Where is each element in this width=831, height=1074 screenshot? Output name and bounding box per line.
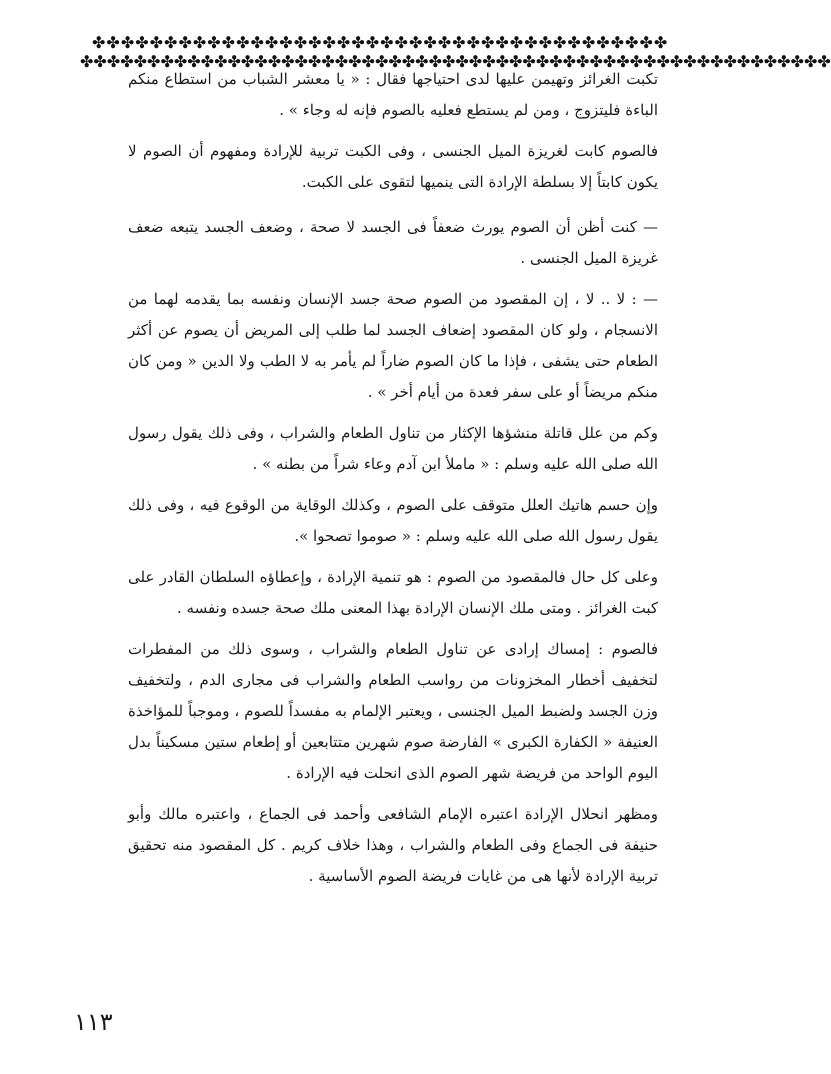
paragraph-6: وإن حسم هاتيك العلل متوقف على الصوم ، وكذلك الوقاية من الوقوع فيه ، وفى ذلك يقول رسول الله صلى الله عليه وسلم : « صوموا تصحوا ». bbox=[128, 496, 658, 545]
page-number: ١١٣ bbox=[74, 1008, 113, 1036]
paragraph-8: فالصوم : إمساك إرادى عن تناول الطعام والشراب ، وسوى ذلك من المفطرات لتخفيف أخطار المخزونات من رواسب الطعام والشراب فى مجارى الدم ، ولتخفيف وزن الجسد ولضبط الميل الجنسى ، ويعتبر الإلمام به مفسداً للصوم ، وموجباً للمؤاخذة العنيفة « الكفارة الكبرى » الفارضة صوم شهرين متتابعين أو إطعام ستين مسكيناً بدل اليوم الواحد من فريضة شهر الصوم الذى انحلت فيه الإرادة . bbox=[128, 640, 658, 782]
paragraph-2: فالصوم كابت لغريزة الميل الجنسى ، وفى الكبت تربية للإرادة ومفهوم أن الصوم لا يكون كابتاً إلا بسلطة الإرادة التى ينميها لتقوى على الكبت. bbox=[128, 142, 658, 191]
decorative-left-border: ✤✤✤✤✤✤✤✤✤✤✤✤✤✤✤✤✤✤✤✤✤✤✤✤✤✤✤✤✤✤✤✤✤✤✤✤✤✤✤✤✤✤✤✤✤✤✤✤✤✤✤✤✤✤✤✤ bbox=[80, 52, 831, 71]
decorative-top-border: ✤✤✤✤✤✤✤✤✤✤✤✤✤✤✤✤✤✤✤✤✤✤✤✤✤✤✤✤✤✤✤✤✤✤✤✤✤✤✤✤ bbox=[92, 33, 669, 52]
paragraph-4: — : لا .. لا ، إن المقصود من الصوم صحة جسد الإنسان ونفسه بما يقدمه لهما من الانسجام ، ولو كان المقصود إضعاف الجسد لما طلب إلى المريض أن يصوم عن أكثر الطعام حتى يشفى ، فإذا ما كان الصوم ضاراً لم يأمر به لا الطب ولا الدين « ومن كان منكم مريضاً أو على سفر فعدة من أيام أخر » . bbox=[128, 290, 658, 401]
paragraph-5: وكم من علل قاتلة منشؤها الإكثار من تناول الطعام والشراب ، وفى ذلك يقول رسول الله صلى الله عليه وسلم : « ماملأ ابن آدم وعاء شراً من بطنه » . bbox=[128, 424, 658, 473]
paragraph-7: وعلى كل حال فالمقصود من الصوم : هو تنمية الإرادة ، وإعطاؤه السلطان القادر على كبت الغرائز . ومتى ملك الإنسان الإرادة بهذا المعنى ملك صحة جسده ونفسه . bbox=[128, 568, 658, 617]
paragraph-3: — كنت أظن أن الصوم يورث ضعفاً فى الجسد لا صحة ، وضعف الجسد يتبعه ضعف غريزة الميل الجنسى . bbox=[128, 218, 658, 267]
paragraph-9: ومظهر انحلال الإرادة اعتبره الإمام الشافعى وأحمد فى الجماع ، واعتبره مالك وأبو حنيفة فى الجماع وفى الطعام والشراب ، وهذا خلاف كريم . كل المقصود منه تحقيق تربية الإرادة لأنها هى من غايات فريضة الصوم الأساسية . bbox=[128, 805, 658, 885]
page-body bbox=[128, 64, 658, 902]
paragraph-1: تكبت الغرائز وتهيمن عليها لدى احتياجها فقال : « يا معشر الشباب من استطاع منكم الباءة فليتزوج ، ومن لم يستطع فعليه بالصوم فإنه له وجاء » . bbox=[128, 70, 658, 119]
